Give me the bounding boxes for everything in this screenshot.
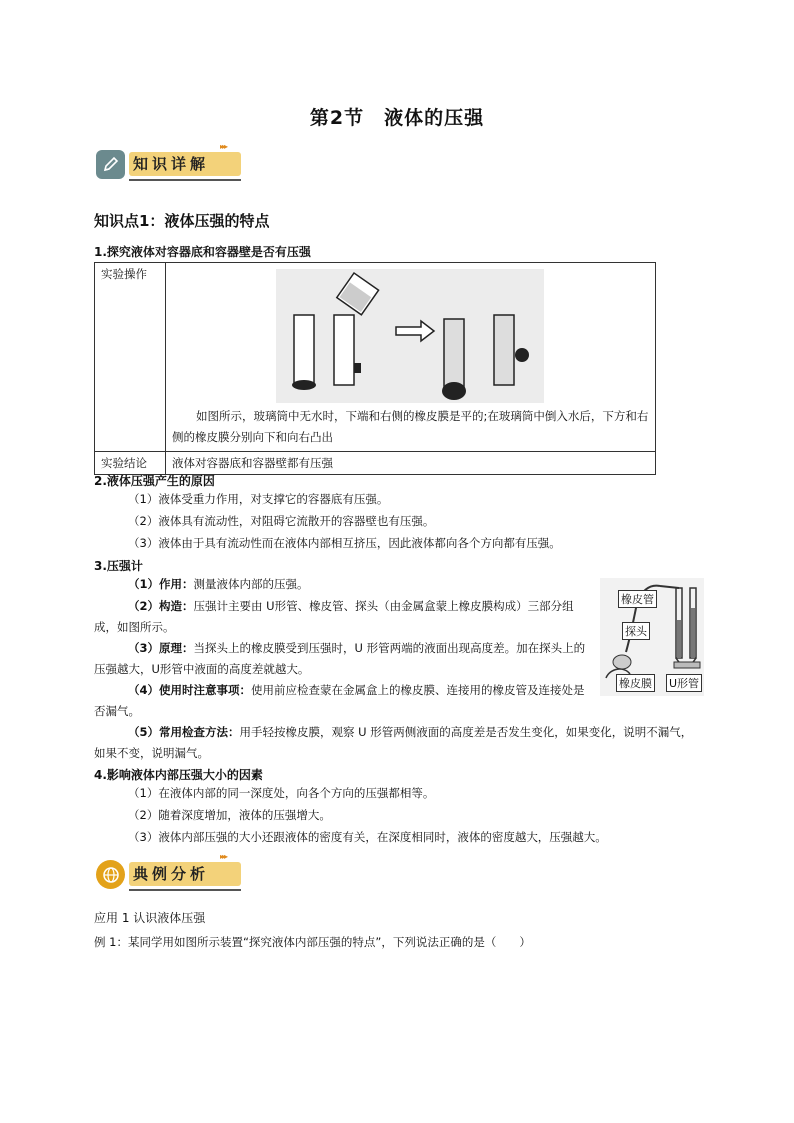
globe-icon — [96, 860, 125, 889]
item4-line-3: （3）液体内部压强的大小还跟液体的密度有关，在深度相同时，液体的密度越大，压强越大。 — [128, 830, 607, 844]
row2-label: 实验结论 — [95, 452, 166, 475]
row1-label: 实验操作 — [95, 263, 166, 452]
item3-l5 — [94, 722, 700, 764]
arrows-icon: ▸▸▸ — [220, 852, 227, 861]
label-probe: 探头 — [622, 622, 650, 640]
item3-l5-text: 用手轻按橡皮膜，观察 U 形管两侧液面的高度差是否发生变化，如果变化，说明不漏气，如果不变，说明漏气。 — [94, 725, 693, 760]
item3-l5-bold: （5）常用检查方法： — [128, 725, 240, 739]
item3-l1-bold: （1）作用： — [128, 577, 194, 591]
item3-l3-bold: （3）原理： — [128, 641, 194, 655]
item2-line-1: （1）液体受重力作用，对支撑它的容器底有压强。 — [128, 492, 389, 506]
item3-l4 — [94, 680, 590, 722]
pencil-icon — [96, 150, 125, 179]
item4-line-2: （2）随着深度增加，液体的压强增大。 — [128, 808, 331, 822]
example-question: 例 1：某同学用如图所示装置“探究液体内部压强的特点”，下列说法正确的是（ ） — [94, 935, 531, 949]
glass-tube-figure — [276, 267, 546, 405]
knowledge-banner — [96, 142, 246, 182]
item1-heading: 1.探究液体对容器底和容器壁是否有压强 — [94, 245, 311, 259]
item3-l1-text: 测量液体内部的压强。 — [193, 577, 309, 591]
example-banner — [96, 852, 246, 892]
item2-line-2: （2）液体具有流动性，对阻碍它流散开的容器壁也有压强。 — [128, 514, 435, 528]
banner-label: 知识详解 — [129, 152, 241, 176]
application-heading: 应用 1 认识液体压强 — [94, 911, 206, 925]
row1-content — [166, 263, 656, 452]
page-title: 第2节 液体的压强 — [309, 107, 485, 129]
label-membrane: 橡皮膜 — [616, 674, 655, 692]
item4-heading: 4.影响液体内部压强大小的因素 — [94, 768, 263, 782]
item3-l2 — [94, 596, 590, 638]
pressure-gauge-figure — [600, 578, 704, 696]
section-heading: 知识点1：液体压强的特点 — [94, 212, 270, 230]
item2-heading: 2.液体压强产生的原因 — [94, 474, 215, 488]
item3-heading: 3.压强计 — [94, 559, 143, 573]
item3-l4-bold: （4）使用时注意事项： — [128, 683, 252, 697]
experiment-table — [94, 262, 656, 475]
item4-line-1: （1）在液体内部的同一深度处，向各个方向的压强都相等。 — [128, 786, 435, 800]
row1-description: 如图所示，玻璃筒中无水时，下端和右侧的橡皮膜是平的;在玻璃筒中倒入水后，下方和右侧的橡皮膜分别向下和向右凸出 — [172, 409, 649, 444]
banner-label: 典例分析 — [129, 862, 241, 886]
label-tube: 橡皮管 — [618, 590, 657, 608]
item3-l2-bold: （2）构造： — [128, 599, 194, 613]
item3-l1 — [94, 574, 590, 595]
item2-line-3: （3）液体由于具有流动性而在液体内部相互挤压，因此液体都向各个方向都有压强。 — [128, 536, 561, 550]
item3-l3 — [94, 638, 590, 680]
label-u-tube: U形管 — [666, 674, 702, 692]
arrows-icon: ▸▸▸ — [220, 142, 227, 151]
banner-underline — [129, 179, 241, 181]
item3-l4-text: 使用前应检查蒙在金属盒上的橡皮膜、连接用的橡皮管及连接处是否漏气。 — [94, 683, 585, 718]
banner-underline — [129, 889, 241, 891]
item3-l3-text: 当探头上的橡皮膜受到压强时，U 形管两端的液面出现高度差。加在探头上的压强越大，U形管中液面的高度差就越大。 — [94, 641, 586, 676]
row2-content: 液体对容器底和容器壁都有压强 — [166, 452, 656, 475]
item3-l2-text: 压强计主要由 U形管、橡皮管、探头（由金属盒蒙上橡皮膜构成）三部分组成，如图所示。 — [94, 599, 574, 634]
